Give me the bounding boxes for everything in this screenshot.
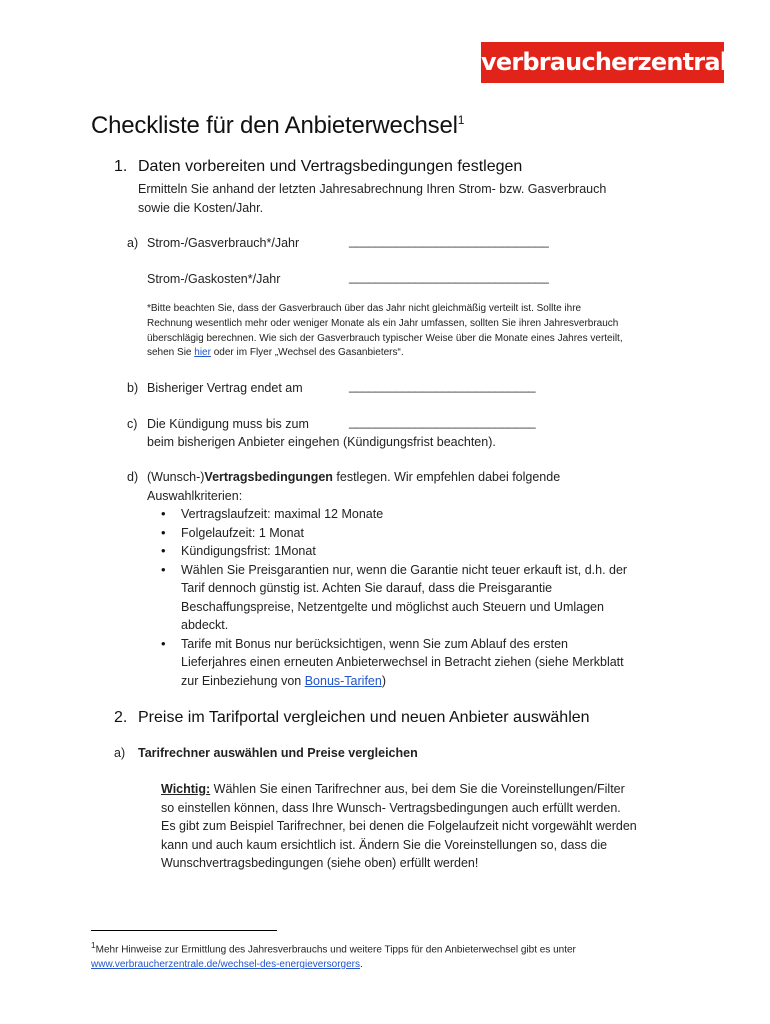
costs-field[interactable]: ______________________________ xyxy=(349,270,549,284)
item-d-marker: d) xyxy=(127,470,139,484)
hier-link[interactable]: hier xyxy=(194,347,211,359)
section-1-heading: 1. Daten vorbereiten und Vertragsbedingungen festlegen xyxy=(114,158,523,175)
list-item: • Tarife mit Bonus nur berücksichtigen, wenn Sie zum Ablauf des ersten Lieferjahres einen erneuten Anbieterwechsel in Betracht ziehen (siehe Merkblatt zur Einbeziehung von Bonus-Tarifen) xyxy=(155,635,695,691)
list-item: • Vertragslaufzeit: maximal 12 Monate xyxy=(155,505,695,524)
costs-label: Strom-/Gaskosten*/Jahr xyxy=(147,272,281,286)
item-c-marker: c) xyxy=(127,417,138,431)
footnote: $^1$Mehr Hinweise zur Ermittlung des Jahresverbrauchs und weitere Tipps für den Anbieterwechsel gibt es unter www.verbraucherzentrale.de/wechsel-des-energieversorgers. xyxy=(91,940,576,971)
section-2-item-a-marker: a) xyxy=(114,746,126,760)
bonus-tarife-link[interactable]: Bonus-Tarifen xyxy=(304,673,382,688)
consumption-field[interactable]: ______________________________ xyxy=(349,234,549,248)
consumption-note: *Bitte beachten Sie, dass der Gasverbrauch über das Jahr nicht gleichmäßig verteilt ist. Sollte ihre Rechnung wesentlich mehr oder weniger Monate als ein Jahr umfassen, sollten Sie ihren Jahresverbrauch überschlägig berechnen. Wie sich der Gasverbrauch typischer Weise über die Monate eines Jahres verteilt, sehen Sie hier oder im Flyer „Wechsel des Gasanbieters“. xyxy=(147,303,623,359)
important-note: Wichtig: Wählen Sie einen Tarifrechner aus, bei dem Sie die Voreinstellungen/Filter so einstellen können, dass Ihre Wunsch- Vertragsbedingungen auch erfüllt werden. Es gibt zum Beispiel Tarifrechner, bei denen die Folgelaufzeit nicht vorgewählt werden kann und auch kaum ersichtlich ist. Ändern Sie die Voreinstellungen so, dass die Wunschvertragsbedingungen (siehe oben) erfüllt werden! xyxy=(161,782,637,870)
brand-logo: verbraucherzentrale xyxy=(481,42,724,83)
list-item: • Folgelaufzeit: 1 Monat xyxy=(155,524,695,543)
section-1-intro: Ermitteln Sie anhand der letzten Jahresabrechnung Ihren Strom- bzw. Gasverbrauch sowie die Kosten/Jahr. xyxy=(138,182,607,215)
footnote-reference: 1 xyxy=(457,113,465,127)
item-b-marker: b) xyxy=(127,381,139,395)
page-title: Checkliste für den Anbieterwechsel$^1$ xyxy=(91,112,465,139)
footnote-link[interactable]: www.verbraucherzentrale.de/wechsel-des-energieversorgers xyxy=(91,959,361,971)
cancellation-label: Die Kündigung muss bis zum xyxy=(147,417,309,431)
consumption-label: Strom-/Gasverbrauch*/Jahr xyxy=(147,236,300,250)
tariff-calculator-heading: Tarifrechner auswählen und Preise vergleichen xyxy=(138,746,418,760)
criteria-list xyxy=(155,505,695,690)
cancellation-field[interactable]: ____________________________ xyxy=(349,415,536,429)
list-item: • Kündigungsfrist: 1Monat xyxy=(155,542,695,561)
cancellation-note: beim bisherigen Anbieter eingehen (Kündigungsfrist beachten). xyxy=(147,435,496,449)
list-item: • Wählen Sie Preisgarantien nur, wenn die Garantie nicht teuer erkauft ist, d.h. der Tarif dennoch günstig ist. Achten Sie darauf, dass die Preisgarantie Beschaffungspreise, Netzentgelte und möglichst auch Steuern und Umlagen abdeckt. xyxy=(155,561,695,635)
footnote-divider xyxy=(91,930,277,931)
contract-end-label: Bisheriger Vertrag endet am xyxy=(147,381,303,395)
contract-conditions-text: (Wunsch-)Vertragsbedingungen festlegen. Wir empfehlen dabei folgende Auswahlkriterien: xyxy=(147,470,561,503)
item-a-marker: a) xyxy=(127,236,139,250)
contract-end-field[interactable]: ____________________________ xyxy=(349,379,536,393)
section-2-heading: 2. Preise im Tarifportal vergleichen und neuen Anbieter auswählen xyxy=(114,709,590,726)
